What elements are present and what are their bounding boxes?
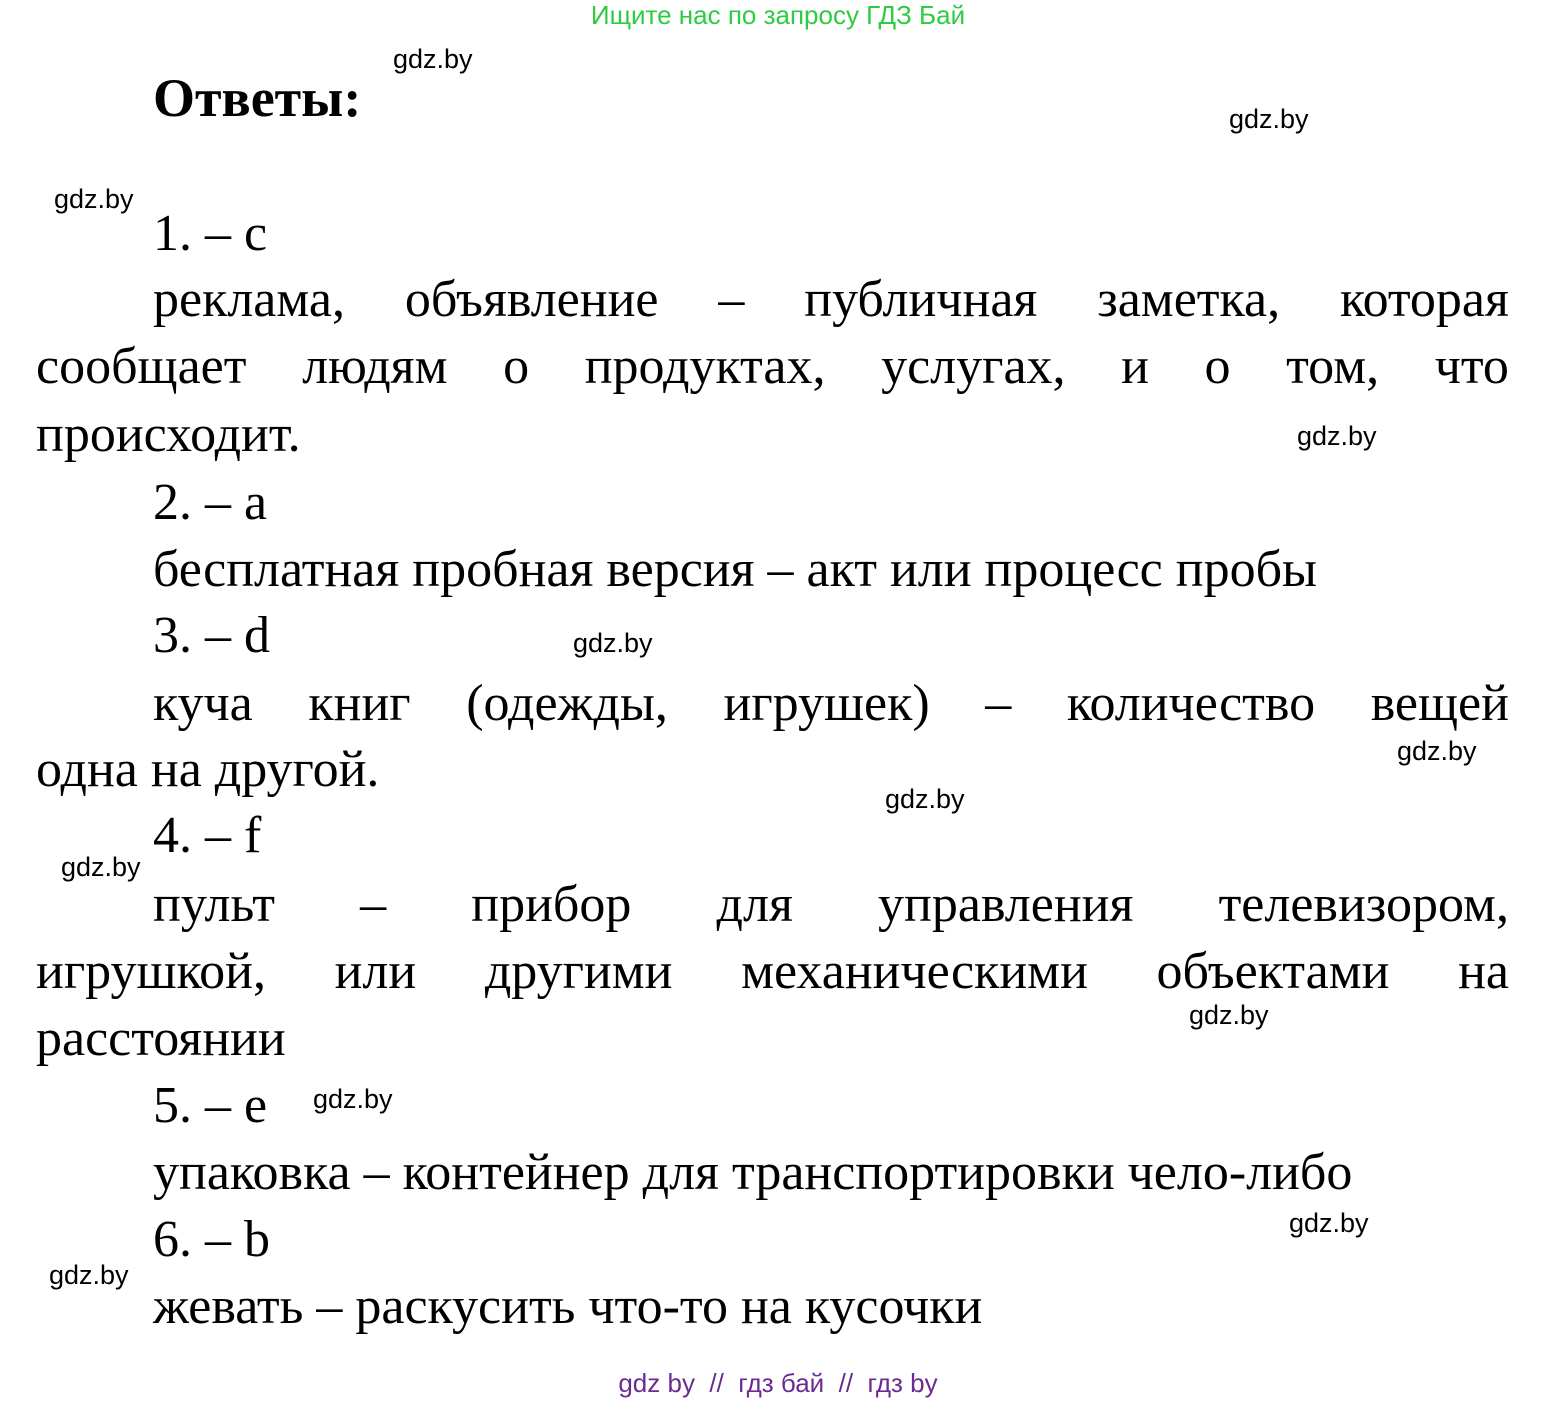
answer-4-line-2: игрушкой, или другими механическими объектами на: [36, 943, 1509, 1000]
answer-2-number: 2. – a: [153, 474, 268, 531]
watermark: gdz.by: [1297, 421, 1377, 451]
answer-1-line-2: сообщает людям о продуктах, услугах, и о том, что: [36, 338, 1509, 395]
footer: gdz by // гдз бай // гдз by: [618, 1368, 938, 1398]
answer-1-number: 1. – c: [153, 205, 268, 262]
answer-4-line-1: пульт – прибор для управления телевизором,: [153, 876, 1509, 933]
watermark: gdz.by: [1289, 1208, 1369, 1238]
watermark: gdz.by: [1189, 1000, 1269, 1030]
watermark: gdz.by: [573, 628, 653, 658]
answer-1-line-3: происходит.: [36, 406, 301, 463]
answer-4-number: 4. – f: [153, 807, 262, 864]
answer-3-number: 3. – d: [153, 607, 270, 664]
watermark: gdz.by: [61, 852, 141, 882]
answer-6-line-1: жевать – раскусить что-то на кусочки: [153, 1278, 983, 1335]
answer-1-line-1: реклама, объявление – публичная заметка, которая: [153, 271, 1509, 328]
watermark: gdz.by: [1397, 736, 1477, 766]
answer-3-line-1: куча книг (одежды, игрушек) – количество вещей: [153, 675, 1509, 732]
answer-5-number: 5. – e: [153, 1077, 268, 1134]
answer-4-line-3: расстоянии: [36, 1010, 286, 1067]
answer-2-line-1: бесплатная пробная версия – акт или процесс пробы: [153, 541, 1317, 598]
watermark: gdz.by: [393, 44, 473, 74]
watermark: gdz.by: [885, 784, 965, 814]
answer-5-line-1: упаковка – контейнер для транспортировки чело-либо: [153, 1144, 1353, 1201]
answer-6-number: 6. – b: [153, 1211, 270, 1268]
page-title: Ответы:: [153, 68, 362, 128]
answer-3-line-2: одна на другой.: [36, 741, 380, 798]
watermark: gdz.by: [49, 1260, 129, 1290]
watermark: gdz.by: [1229, 104, 1309, 134]
watermark: gdz.by: [54, 184, 134, 214]
top-banner: Ищите нас по запросу ГДЗ Бай: [590, 0, 966, 30]
watermark: gdz.by: [313, 1084, 393, 1114]
